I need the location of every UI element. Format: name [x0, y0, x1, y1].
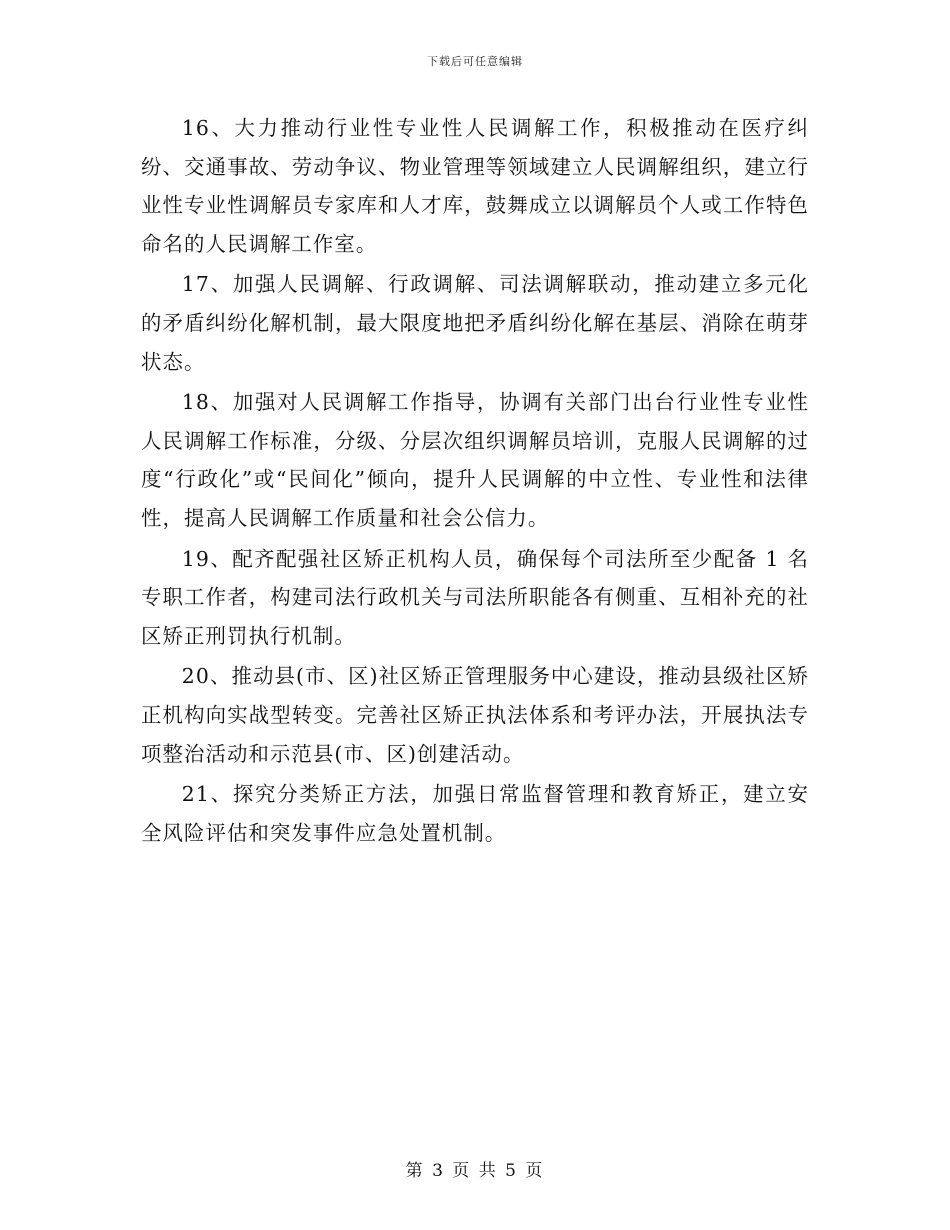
document-body [141, 109, 809, 854]
paragraph-19: 19、配齐配强社区矫正机构人员，确保每个司法所至少配备 1 名专职工作者，构建司法行政机关与司法所职能各有侧重、互相补充的社区矫正刑罚执行机制。 [141, 546, 809, 648]
paragraph-21: 21、探究分类矫正方法，加强日常监督管理和教育矫正，建立安全风险评估和突发事件应急处置机制。 [141, 782, 809, 845]
paragraph-18: 18、加强对人民调解工作指导，协调有关部门出台行业性专业性人民调解工作标准，分级、分层次组织调解员培训，克服人民调解的过度“行政化”或“民间化”倾向，提升人民调解的中立性、专业性和法律性，提高人民调解工作质量和社会公信力。 [141, 390, 809, 530]
page-header-note: 下载后可任意编辑 [427, 55, 523, 68]
paragraph-16: 16、大力推动行业性专业性人民调解工作，积极推动在医疗纠纷、交通事故、劳动争议、物业管理等领域建立人民调解组织，建立行业性专业性调解员专家库和人才库，鼓舞成立以调解员个人或工作特色命名的人民调解工作室。 [141, 116, 809, 256]
paragraph-17: 17、加强人民调解、行政调解、司法调解联动，推动建立多元化的矛盾纠纷化解机制，最大限度地把矛盾纠纷化解在基层、消除在萌芽状态。 [141, 272, 809, 374]
page-number: 第 3 页 共 5 页 [405, 1161, 545, 1181]
paragraph-20: 20、推动县(市、区)社区矫正管理服务中心建设，推动县级社区矫正机构向实战型转变。完善社区矫正执法体系和考评办法，开展执法专项整治活动和示范县(市、区)创建活动。 [141, 664, 809, 766]
